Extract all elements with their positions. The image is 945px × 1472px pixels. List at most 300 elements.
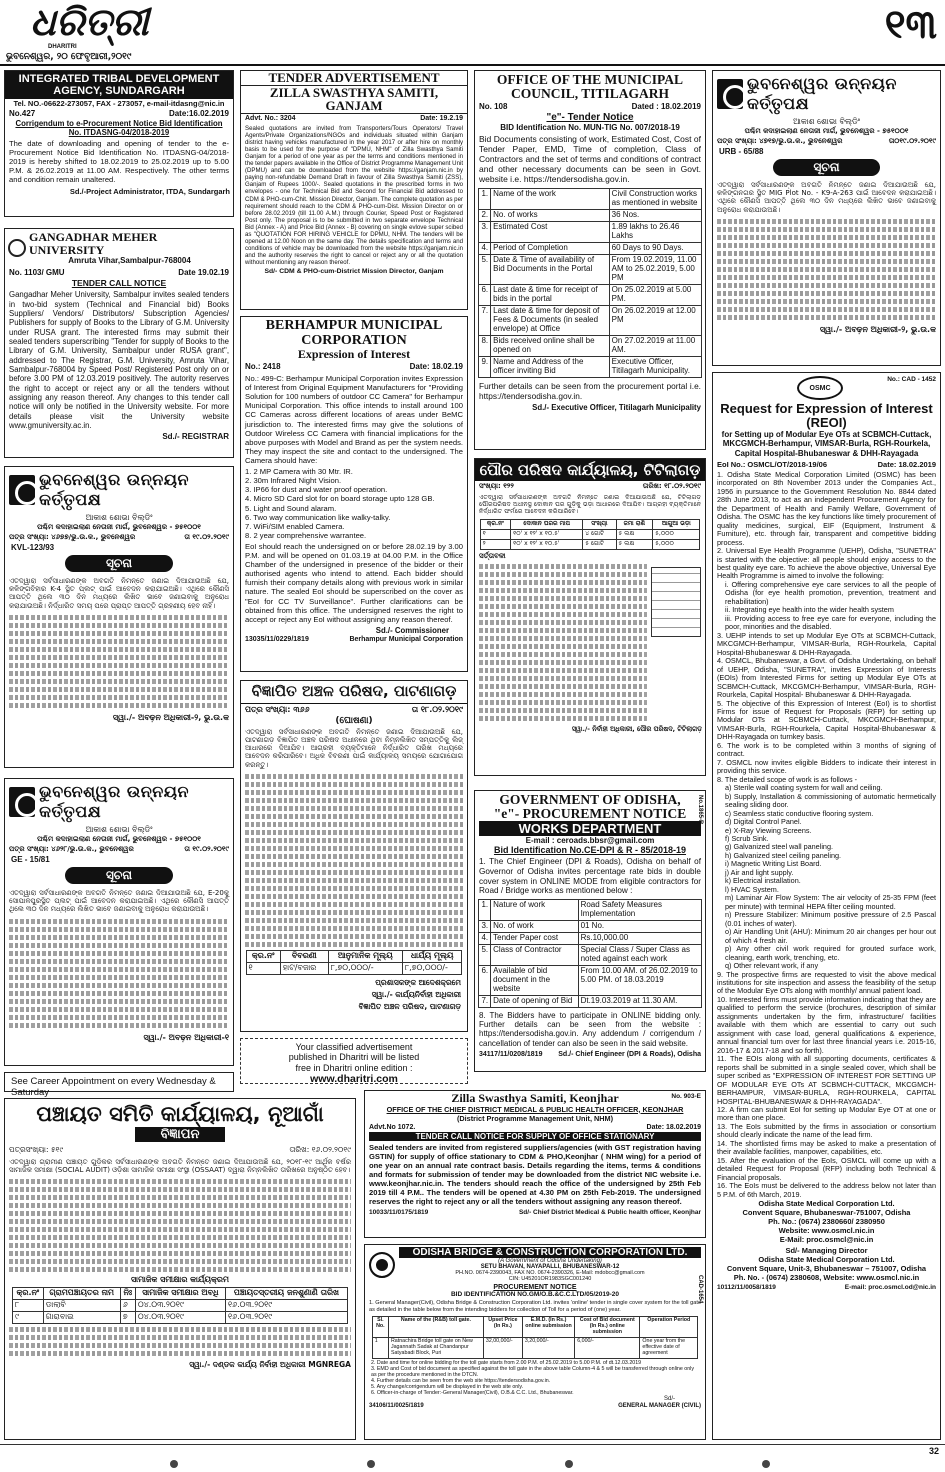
classified-line3: free in Dharitri online edition :	[295, 1062, 413, 1073]
bmc-subtitle: Expression of Interest	[297, 347, 411, 362]
bmc-no: No.: 2418	[245, 361, 281, 371]
osmc-addr1: Odisha State Medical Corporation Ltd.	[758, 1199, 895, 1209]
cell: On 26.02.2019 at 12.00 PM	[609, 305, 701, 335]
list-item: 2. Universal Eye Health Programme (UEHP), Odisha, "SUNETRA" is started with the objective: all people should enjoy access to the best quality eye care. To achieve the above objective, Universal Eye Health Programme is aimed to involve the following:	[717, 546, 936, 581]
bda-notice-3	[712, 70, 941, 366]
osmc-addr2: Convent Square, Bhubaneswar-751007, Odisha	[742, 1208, 911, 1217]
registration-dot	[762, 1460, 770, 1468]
itda-sign: Sd./-Project Administrator, ITDA, Sundargarh	[69, 186, 230, 196]
list-item: 4. Further details can be seen from the web site https://tendersodisha.gov.in.	[371, 1378, 551, 1385]
bda2-date: ତା ୧୯.୦୨.୨୦୧୯	[184, 845, 229, 853]
list-item: 3. EMD and Cost of bid document as specified against the toll gate in the above table Column-4 & 5 will be transferred through online only as per the procedure mentioned in the DTCN.	[371, 1366, 695, 1379]
osmc-sign5: E-mail: proc.osmcl.od@nic.in	[844, 1283, 936, 1291]
cell: Special Class / Super Class as noted against each work	[578, 944, 701, 965]
cell: 4.	[479, 243, 491, 255]
cell: 01 No.	[578, 920, 701, 932]
nac-sign3: ବିଜ୍ଞାପିତ ଅଞ୍ଚଳ ପରିଷଦ, ପାଟଣାଗଡ଼	[358, 1001, 461, 1011]
list-item: d) Digital Control Panel.	[725, 817, 802, 827]
cell: Civil Construction works as mentioned in website	[609, 189, 701, 210]
obcc-code2: 34106/11/0025/1819	[369, 1403, 424, 1410]
bda-logo-icon	[717, 79, 743, 109]
cell: 7.	[479, 305, 491, 335]
bda2-sign: ସ୍ୱା./- ଅବଢ଼ନ ଅଧିକାରୀ-୧	[143, 1032, 229, 1042]
list-item: i) Magnetic Writing List Board.	[725, 859, 822, 869]
logo-subtitle: DHARITRI	[48, 44, 77, 50]
list-item: 2. Date and time for online bidding for the toll gate starts from 2.00 P.M. of 25.02.2019 to 5.00 P.M. of dt.12.03.2019	[371, 1359, 642, 1366]
osmc-eoi-no: EoI No.: OSMCL/OT/2018-19/06	[717, 459, 828, 469]
itda-title: INTEGRATED TRIBAL DEVELOPMENT AGENCY, SUNDARGARH	[5, 71, 233, 99]
table-row	[479, 932, 701, 944]
cell: ୧	[480, 530, 511, 540]
panchayat-table	[12, 1287, 348, 1324]
keonjhar-office: OFFICE OF THE CHIEF DISTRICT MEDICAL & PUBLIC HEALTH OFFICER, KEONJHAR	[386, 1104, 684, 1114]
classified-url[interactable]: www.dharitri.com	[310, 1073, 398, 1086]
osmc-addr4: Website: www.osmcl.nic.in	[778, 1225, 875, 1235]
cell: Date of opening of Bid	[491, 995, 578, 1007]
obcc-sub2: SETU BHAVAN, NAYAPALLI, BHUBANESWAR-12	[480, 1264, 620, 1270]
panchayat-body: ଏତଦ୍ୱାରା ଗ୍ରାମୀଣ ପଞ୍ଚାୟତ ଗୁଡ଼ିକର ସର୍ବସାଧାରଣଙ୍କ ଅବଗତି ନିମନ୍ତେ ଜଣାଇ ଦିଆଯାଉଅଛି ଯେ, ୨୦୧୮-୧୯ ଆର୍ଥିକ ବର୍ଷର ସାମାଜିକ ସମୀକ୍ଷା (SOCIAL AUDIT) ଓଡ଼ିଶା ସାମାଜିକ ସମୀକ୍ଷା ସଂସ୍ଥା (OSSAAT) ଦ୍ୱାରା ନିମ୍ନଲିଖିତ ତାରିଖରେ ଅନୁଷ୍ଠିତ ହେବ।	[9, 1158, 351, 1175]
cell: Bids received online shall be opened on	[491, 335, 610, 356]
list-item: 2. 30m Infrared Night Vision.	[245, 476, 342, 486]
table-row	[479, 255, 701, 285]
titlagarh-date: Dated : 18.02.2019	[631, 102, 701, 112]
obcc-sub1: (A Government of Odisha Undertaking)	[498, 1258, 602, 1264]
list-item: i. Offering comprehensive eye care services to all the people of Odisha (for eye health promotion, prevention, treatment and rehabilitation)	[725, 579, 936, 606]
list-item: 5. The objective of this Expression of Interest (EoI) is to shortlist Firms for issue of Request for Proposals (RFP) for setting up Modular OTs at SCBMCH-Cuttack, MKCGMCH-Berhampur, VIMSAR-Burla, RGH-Rourkela, Capital Hospital-Bhubaneswar & DHH-Rayagada on turnkey basis.	[717, 698, 936, 742]
works-code: No.1865-B	[697, 795, 703, 825]
cell: One year from the effective date of agreement	[640, 1338, 698, 1359]
col: ଆଗୁଆ ଭଡ଼ା	[653, 520, 700, 530]
bmc-sign2: Berhampur Municipal Corporation	[349, 635, 463, 643]
registration-marks	[170, 1460, 770, 1468]
cell: Nature of work	[491, 900, 578, 921]
list-item: f) Scrub Sink.	[725, 834, 769, 843]
cell: 3,20,000/-	[522, 1338, 574, 1359]
list-item: q) Other relevant work, if any	[725, 961, 819, 971]
obcc-table	[372, 1316, 698, 1359]
zss-ganjam-notice	[240, 70, 468, 310]
panchayat-body-continued	[5, 1179, 355, 1272]
works-bid-id: Bid Identification No.CE-DPI & R - 85/2018-19	[493, 845, 687, 856]
obcc-intro: 1. General Manager(Civil), Odisha Bridge & Construction Corporation Ltd. invites 'online' tender in single cover system for the toll gate as detailed in the table below from the intending bidders for collection of Toll for a period of (one) year.	[369, 1300, 701, 1313]
nac-subtitle: (ଘୋଷଣା)	[335, 715, 373, 726]
bda1-code: KVL-123/93	[11, 543, 55, 552]
cell: 5.	[479, 944, 491, 965]
panchayat-date: ତାରିଖ: ୧୬.୦୨.୨୦୧୯	[289, 1145, 351, 1155]
cell: Date & Time of availability of Bid Documents in the Portal	[491, 255, 610, 285]
nac-sign1: ପ୍ରଶାସକଙ୍କ ଆଦେଶକ୍ରମେ	[375, 977, 461, 987]
table-row	[479, 944, 701, 965]
obcc-sub3: PH.NO. 0674-2390043, FAX NO. 0674-2390326, E-Mail: mdobcc@gmail.com	[455, 1270, 645, 1276]
col: କ୍ର.ନଂ	[480, 520, 511, 530]
cell: 1.	[479, 189, 491, 210]
list-item: 9. The prospective firms are requested to visit the above medical institutions for site inspection and assess the feasibility of the setup of the Modular Eye OTs along with monthly/ annual patient load.	[717, 969, 936, 996]
cell: 1.	[479, 900, 491, 921]
list-item: 5. Light and Sound alaram.	[245, 503, 337, 513]
col: Upset Price (In Rs.)	[483, 1317, 522, 1338]
table-row	[13, 1312, 348, 1324]
table-row	[479, 356, 701, 377]
bda2-code: GE - 15/81	[11, 855, 50, 864]
cell: ୭	[120, 1312, 135, 1324]
zss-ganjam-title2: ZILLA SWASTHYA SAMITI, GANJAM	[241, 86, 467, 114]
masthead	[0, 0, 945, 66]
bda1-notice-label: ସୂଚନା	[65, 555, 173, 572]
works-code2: 34117/11/0208/1819	[479, 1051, 543, 1058]
cell: From 19.02.2019, 11.00 AM to 25.02.2019, 5.00 PM	[609, 255, 701, 285]
panchayat-col: ନିଃ	[120, 1288, 135, 1300]
titlagarh-odia-ref: ସଂଖ୍ୟା: ୧୨୨	[479, 482, 514, 490]
cell: Name and Address of the officer inviting Bid	[491, 356, 610, 377]
table-row	[246, 962, 462, 974]
career-note	[4, 1072, 234, 1098]
registration-dot	[565, 1460, 573, 1468]
zss-keonjhar-notice	[364, 1090, 706, 1238]
table-row	[479, 900, 701, 921]
bda3-sign: ସ୍ୱା./- ଅବଢ଼ନ ଅଧିକାରୀ-୨, ଭୁ.ଉ.କ	[819, 324, 936, 334]
bda1-sign: ସ୍ୱା./- ଅବଢ଼ନ ଅଧିକାରୀ-୨, ଭୁ.ଉ.କ	[112, 712, 229, 722]
cell: Period of Completion	[491, 243, 610, 255]
table-row	[480, 530, 700, 540]
list-item: 1. Odisha State Medical Corporation Limited (OSMC) has been incorporated on 8th November 2013 under the Companies Act., 1956 in pursuance to the Government Resolution No. 8844 dated 28th June 2013, to act as an independent Procurement Agency for the Department of Health and Family Welfare, Government of Odisha. The OSMC has the key functions like timely procurement of quality medicines, surgical, EIF (Equipment, Instrument & Furniture), etc. through fair, transparent and competitive bidding process.	[717, 469, 936, 547]
col: E.M.D. (In Rs.) online submission	[522, 1317, 574, 1338]
titlagarh-odia-title: ପୌର ପରିଷଦ କାର୍ଯ୍ୟାଳୟ, ଟିଟିଲାଗଡ଼	[475, 459, 705, 481]
works-table	[478, 899, 701, 1008]
list-item: 4. OSMCL, Bhubaneswar, a Govt. of Odisha Undertaking, on behalf of UEHP, Odisha, "SUNETRA", invites Expression of Interests (EOIs) from Interested Firms for setting up Modular Eye OTs at SCBMCH-Cuttack, MKCGMCH-Berhampur, VIMSAR-Burla, RGH-Rourkela, Capital Hospital- Bhubaneswar & DHH-Rayagada.	[717, 656, 936, 700]
obcc-code: CAD-1654	[697, 1275, 703, 1304]
classified-line1: Your classified advertisement	[295, 1042, 413, 1052]
list-item: 6. Officer-in-charge of Tender:-General Manager(Civil), O.B.& C.C. Ltd., Bhubaneswar.	[371, 1390, 574, 1397]
cell: ୮,୭୦,୦୦୦/-	[402, 962, 462, 974]
registration-dot	[170, 1460, 178, 1468]
bda1-address: ପଶ୍ଚିମ କଦାହାଇଲାଣ ନେତାଜୀ ମାର୍ଗ, ଭୁବନେଶ୍ୱର - ୭୫୧୦୦୧	[37, 523, 201, 531]
masthead-rule	[0, 64, 945, 66]
nac-col: ଆନୁମାନିକ ମୂଲ୍ୟ	[328, 950, 402, 962]
list-item: b) Supply, Installation & commissioning of automatic hermetically sealing sliding door.	[725, 791, 936, 810]
table-row	[479, 335, 701, 356]
list-item: 13. The EoIs submitted by the firms in association or consortium should clearly indicate the name of the lead firm.	[717, 1121, 936, 1140]
table-row	[13, 1300, 348, 1312]
cell: Estimated Cost	[491, 222, 610, 243]
osmc-addr5: E-Mail: proc.osmcl@nic.in	[779, 1234, 874, 1244]
itda-no: No.427	[9, 109, 36, 118]
cell: 6.	[479, 965, 491, 995]
bda1-title: ଭୁବନେଶ୍ୱର ଉନ୍ନୟନ କର୍ତ୍ତୃପକ୍ଷ	[39, 470, 189, 509]
cell: 9.	[479, 356, 491, 377]
obcc-logo-icon	[369, 1252, 395, 1278]
nac-col: ଧାର୍ଯ୍ୟ ମୂଲ୍ୟ	[402, 950, 462, 962]
list-item: o) Air Handling Unit (AHU): Minimum 20 air changes per hour out of which 4 fresh air.	[725, 927, 936, 945]
obcc-heading: PROCUREMENT NOTICE	[493, 1284, 577, 1291]
keonjhar-advt: Advt.No 1072.	[369, 1123, 416, 1131]
keonjhar-date: Date: 18.02.2019	[646, 1123, 701, 1131]
bda2-title: ଭୁବନେଶ୍ୱର ଉନ୍ନୟନ କର୍ତ୍ତୃପକ୍ଷ	[39, 782, 189, 821]
bda3-ref: ପତ୍ର ସଂଖ୍ୟା: ୪୭୧୭/ଭୁ.ଉ.କ., ଭୁବନେଶ୍ୱର	[717, 137, 843, 145]
list-item: 11. The EOIs along with all supporting documents, certificates & reports shall be submitted in a single sealed cover, which shall be super scribed as "EXPRESSION OF INTEREST FOR SETTING UP OF MODULAR EYE OTs AT SCBMCH-CUTTACK, MKCGMCH-BERHAMPUR, VIMSAR-BURLA, RGH-ROURKELA, CAPITAL HOSPITAL-BHUBANESWAR & DHH-RAYAGADA".	[717, 1054, 936, 1106]
list-item: 8. 2 year comprehensive warrantee.	[245, 530, 367, 540]
table-row	[479, 243, 701, 255]
titlagarh-sign: Sd./- Executive Officer, Titilagarh Municipality	[532, 403, 701, 413]
nac-col: ବିବରଣୀ	[280, 950, 328, 962]
titlagarh-title: OFFICE OF THE MUNICIPAL COUNCIL, TITILAGARH	[496, 72, 684, 102]
bda3-notice-label: ସୂଚନା	[773, 159, 880, 176]
keonjhar-title: Zilla Swasthya Samiti, Keonjhar	[451, 1091, 619, 1105]
cell: From 10.00 AM. of 26.02.2019 to 5.00 PM. of 18.03.2019	[578, 965, 701, 995]
cell: 1.89 lakhs to 26.46 Lakhs	[609, 222, 701, 243]
list-item: 6. Two way communication like walky-talky.	[245, 512, 391, 522]
bda1-ref: ପତ୍ର ସଂଖ୍ୟା: ୪୬୭୭/ଭୁ.ଉ.କ., ଭୁବନେଶ୍ୱର	[9, 533, 136, 541]
list-item: 3. IP66 for dust and water proof operation.	[245, 485, 388, 495]
osmc-points	[713, 470, 940, 1200]
list-item: g) Galvanized steel wall paneling.	[725, 842, 834, 852]
bmc-title: BERHAMPUR MUNICIPAL CORPORATION	[265, 318, 443, 348]
table-row	[479, 920, 701, 932]
cell: ୫ ଲକ୍ଷ	[616, 539, 653, 549]
gmu-notice	[4, 228, 234, 458]
titlagarh-odia-body: ଏତଦ୍ୱାରା ସର୍ବସାଧାରଣଙ୍କ ଅବଗତି ନିମନ୍ତେ ଜଣାଇ ଦିଆଯାଉଅଛି ଯେ, ଟିଟିଲାଗଡ଼ ପୌରପରିଷଦ ଅଧୀନସ୍ଥ ଦୋକାନ ଘର ଗୁଡ଼ିକୁ ଭଡ଼ା ଆଧାରରେ ଦିଆଯିବ। ଆଗ୍ରହୀ ବ୍ୟକ୍ତିମାନେ ନିର୍ଦ୍ଧାରିତ ଫର୍ମରେ ଆବେଦନ କରିପାରିବେ।	[479, 494, 701, 516]
bda2-notice-label: ସୂଚନା	[65, 867, 173, 884]
zss-ganjam-no: Advt. No.: 3204	[245, 114, 296, 122]
bda2-body: ଏତଦ୍ୱାରା ସର୍ବସାଧାରଣଙ୍କ ଅବଗତି ନିମନ୍ତେ ଜଣାଇ ଦିଆଯାଉଅଛି ଯେ, E-20କୁ ସୋପାଳପୁରସ୍ଥିତ ପ୍ଲଟ୍ ପାଇଁ ଆବେଦନ କରାଯାଇଅଛି। ଏଥିରେ କୌଣସି ଆପତ୍ତି ଥିଲେ ୩୦ ଦିନ ମଧ୍ୟରେ ଲିଖିତ ଭାବେ ଜଣାଇବାକୁ ଅନୁରୋଧ କରାଯାଉଅଛି।	[9, 889, 229, 914]
cell: ୯	[13, 1312, 44, 1324]
table-row	[479, 189, 701, 210]
nac-sign2: ସ୍ୱା./- କାର୍ଯ୍ୟନିର୍ବାହୀ ଅଧିକାରୀ	[371, 989, 461, 999]
list-item: 5. Any change/corrigendum will be displayed in the web site only.	[371, 1384, 524, 1391]
bmc-spec-list	[241, 467, 467, 540]
cell: 5.	[479, 255, 491, 285]
classified-line2: published in Dharitri will be listed	[288, 1052, 420, 1063]
obcc-notice	[364, 1244, 706, 1440]
obcc-sign2: GENERAL MANAGER (CIVIL)	[618, 1403, 701, 1410]
zss-ganjam-title1: TENDER ADVERTISEMENT	[241, 71, 467, 86]
osmc-notice	[712, 372, 941, 1440]
table-row	[479, 305, 701, 335]
cell: ଡାଲାବି	[43, 1300, 120, 1312]
titlagarh-table	[478, 188, 701, 377]
bda2-address: ପଶ୍ଚିମ କଦାହାଇଲାଣ ନେତାଜୀ ମାର୍ଗ, ଭୁବନେଶ୍ୱର - ୭୫୧୦୦୧	[37, 835, 201, 843]
obcc-notes	[365, 1360, 705, 1396]
list-item: 12. A firm can submit EoI for setting up Modular Eye OT at one or more than one place.	[717, 1105, 936, 1123]
bda-logo-icon	[9, 475, 35, 505]
cell: Name of the work	[491, 189, 610, 210]
bmc-body: No.: 499-C: Berhampur Municipal Corporation invites Expression of Interest from Original Equipment Manufacturers for "Providing Solution for 100 numbers of outdoor CC Camera" for Berhampur Municipal Corporation. This office intends to install around 100 CC Cameras across different locations of areas under BeMC jurisdiction to. The interested firms may give the solutions of Outdoor Wireless CC Camera with financial implications for the above purposes with Model and Brand as per the system needs. They may inspect the site and contact to the undersigned. The Camera should have:	[245, 373, 463, 465]
list-item: 8. The detailed scope of work is as follows -	[717, 774, 858, 784]
bda3-address: ପଶ୍ଚିମ କଦାହାଇଲାଣ ନେତାଜୀ ମାର୍ଗ, ଭୁବନେଶ୍ୱର - ୭୫୧୦୦୧	[744, 127, 909, 135]
list-item: ii. Integrating eye health into the wider health system	[725, 605, 894, 615]
cell: ୧	[246, 962, 280, 974]
panchayat-notice	[4, 1098, 356, 1440]
cell: Road Safety Measures Implementation	[578, 900, 701, 921]
nac-patnagarh-notice	[240, 680, 468, 1032]
table-row	[479, 965, 701, 995]
table-row	[479, 210, 701, 222]
bda1-date: ତା ୧୯.୦୨.୨୦୧୯	[184, 533, 229, 541]
footer-page-number: 32	[928, 1446, 939, 1456]
cell: 3.	[479, 222, 491, 243]
col: Sl. No.	[372, 1317, 388, 1338]
gmu-sign: Sd./- REGISTRAR	[162, 432, 229, 442]
works-dept-notice	[474, 790, 706, 1072]
edition-date: ଭୁବନେଶ୍ୱର, ୨୦ ଫେବୃଆରୀ,୨୦୧୯	[6, 52, 132, 62]
table-row	[480, 539, 700, 549]
bmc-sign1: Sd./- Commissioner	[375, 625, 449, 635]
nac-title: ବିଜ୍ଞାପିତ ଅଞ୍ଚଳ ପରିଷଦ, ପାଟଣାଗଡ଼	[241, 681, 467, 704]
bmc-date: Date: 18.02.19	[409, 361, 463, 371]
cell: On 27.02.2019 at 11.00 AM.	[609, 335, 701, 356]
bmc-notice	[240, 316, 468, 672]
cell: 2.	[479, 210, 491, 222]
nac-date: ତା ୧୮.୦୨.୨୦୧୯	[411, 704, 463, 714]
cell: ୨	[480, 539, 511, 549]
cell: ୪ ଗୋଟି	[583, 530, 616, 540]
keonjhar-code: 10033/11/0175/1819	[369, 1209, 429, 1217]
cell: ୧୦' x ୧୨' x ୧୦.୫'	[511, 539, 583, 549]
gmu-body: Gangadhar Meher University, Sambalpur invites sealed tenders in two-bid system (Technical and Financial bid) Books Suppliers/ Vendors/ Distributors/ Subscription Agencies/ Publishers for supply of Books to the Library of G.M. University under RUSA grant. The interested firms may submit their sealed tenders superscribing "Tender for supply of Books to the Library of G.M. University, Sambalpur under RUSA grant", addressed to The Registrar, G.M. University, Amruta Vihar, Sambalpur-768004 by Speed Post/ Registered Post only on or before 3.00 PM of 12.03.2019 positively. The autority reserves the right to accept or reject any or all the tenders without assigning any reason thereof. Any changes to this tender call notice will only be notified in the University website. For more details please visit the University website www.gmuniversity.ac.in.	[9, 290, 229, 430]
titlagarh-odia-table	[480, 519, 701, 549]
bda2-ref: ପତ୍ର ସଂଖ୍ୟା: ୪୬୨୮/ଭୁ.ଉ.କ., ଭୁବନେଶ୍ୱର	[9, 845, 134, 853]
table-row	[479, 995, 701, 1007]
list-item: a) Sterile wall coating system for wall and ceiling.	[725, 783, 883, 793]
cell: Tender Paper cost	[491, 932, 578, 944]
cell: Last date & time for deposit of Fees & Documents (in sealed envelope) at Office	[491, 305, 610, 335]
table-row	[479, 222, 701, 243]
nac-table	[246, 950, 463, 975]
bda-notice-1	[4, 466, 234, 768]
obcc-title: ODISHA BRIDGE & CONSTRUCTION CORPORATION LTD.	[399, 1247, 701, 1258]
list-item: 7. OSMCL now invites eligible Bidders to indicate their interest in providing this service.	[717, 757, 936, 776]
cell: Available of bid document in the website	[491, 965, 578, 995]
col: ଜମା ରାଶି	[616, 520, 653, 530]
osmc-logo-text: OSMC	[809, 384, 831, 392]
table-row	[479, 285, 701, 306]
classified-note	[240, 1038, 468, 1084]
list-item: 14. The shortlisted firms may be asked to make a presentation of their available facilities, manpower, capabilities, etc.	[717, 1138, 936, 1157]
bda3-title: ଭୁବନେଶ୍ୱର ଉନ୍ନୟନ କର୍ତ୍ତୃପକ୍ଷ	[747, 74, 897, 113]
titlagarh-intro: Bid Documents consisting of work, Estimated Cost, Cost of Tender Paper, EMD, Time of completion, Class of Contractors and the set of terms and conditions of contract and other necessary documents can be seen in Govt. website i.e. https://tendersodisha.gov.in.	[479, 134, 701, 185]
titlagarh-odia-date: ତାରିଖ: ୧୮.୦୨.୨୦୧୯	[642, 482, 701, 490]
osmc-logo	[797, 376, 843, 400]
itda-subject: Corrigendum to e-Procurement Notice Bid Identification No. ITDASNG-04/2018-2019	[15, 119, 223, 137]
list-item: n) Pressure Stabilizer: Minimum positive pressure of 2.5 Pascal (0.01 inches of water).	[725, 910, 936, 928]
itda-date: Date:16.02.2019	[168, 109, 229, 118]
itda-body: The date of downloading and opening of tender to the e-Procurement Notice Bid Identification No. ITDASNG-04/2018-2019 is hereby shifted to 18.02.2019 to 25.02.2019 up to 5.00 P.M. & 26.02.2019 at 11.00 AM. Respectively. The other terms and condition remain unaltered.	[9, 139, 229, 185]
list-item: e) X-Ray Viewing Screens.	[725, 825, 812, 835]
keonjhar-heading: TENDER CALL NOTICE FOR SUPPLY OF OFFICE STATIONARY	[369, 1132, 701, 1141]
osmc-title: Request for Expression of Interest (REOI)	[720, 401, 933, 430]
works-title2: "e"- PROCUREMENT NOTICE	[493, 806, 687, 822]
site-plan-diagram	[651, 567, 701, 637]
list-item: c) Seamless static conductive flooring system.	[725, 808, 874, 818]
cell: ୧୬.୦୩.୨୦୧୯	[225, 1312, 347, 1324]
osmc-addr3: Ph. No.: (0674) 2380660/ 2380950	[768, 1216, 885, 1226]
cell: On 25.02.2019 at 5.00 PM.	[609, 285, 701, 306]
cell: Ratnachira Bridge toll gate on New Jagannath Sadak at Chandanpur Satyabadi Block, Puri	[388, 1338, 483, 1359]
works-sign: Sd./- Chief Engineer (DPI & Roads), Odisha	[558, 1051, 701, 1058]
cell: Last date & time for receipt of bids in the portal	[491, 285, 610, 306]
cell: 3.	[479, 920, 491, 932]
col: Name of the (R&B) toll gate.	[388, 1317, 483, 1338]
works-title3: WORKS DEPARTMENT	[479, 821, 701, 836]
itda-notice	[4, 70, 234, 217]
titlagarh-odia-notice	[474, 458, 706, 776]
bda3-code: URB - 65/88	[719, 147, 764, 156]
panchayat-col: ସାମାଜିକ ସମୀକ୍ଷାର ଅବଧି	[135, 1288, 225, 1300]
cell: ୫,୦୦୦	[653, 539, 700, 549]
titlagarh-odia-conditions-text	[475, 561, 651, 724]
list-item: 7. WiFi/SIM enabled Camera.	[245, 521, 345, 531]
bda3-body-continued	[713, 219, 940, 320]
list-item: h) Galvanized steel ceiling paneling.	[725, 850, 842, 860]
panchayat-title: ପଞ୍ଚାୟତ ସମିତି କାର୍ଯ୍ୟାଳୟ, ନୂଆଗାଁ	[36, 1102, 324, 1126]
titlagarh-odia-sign: ସ୍ୱା./- ନିର୍ବାହୀ ଅଧିକାରୀ, ପୌର ପରିଷଦ, ଟିଟିଲାଗଡ଼	[571, 724, 702, 733]
titlagarh-notice	[474, 70, 706, 450]
cell: 36 Nos.	[609, 210, 701, 222]
bda1-body-continued	[5, 615, 233, 708]
panchayat-col: ପଞ୍ଚାୟତସ୍ତରୀୟ ଜନଶୁଣାଣି ତାରିଖ	[225, 1288, 347, 1300]
university-seal-icon	[8, 239, 26, 257]
gmu-no: No. 1103/ GMU	[9, 268, 65, 278]
works-body: 8. The Bidders have to participate in ONLINE bidding only. Further details can be seen from the website : https://tendersodisha.gov.in. Any addendum / corrigendum / cancellation of tender can also be seen in the said website.	[479, 1010, 701, 1048]
osmc-date: Date: 18.02.2019	[877, 459, 936, 469]
gmu-date: Date 19.02.19	[178, 268, 229, 278]
bda2-subtitle: ଆକାଶ ଶୋଭା ବିଲ୍ଡିଂ	[85, 825, 153, 834]
list-item: p) Any other civil work required for grouted surface work, cleaning, earth work, trenching, etc.	[725, 944, 936, 962]
osmc-no: No.: CAD - 1452	[887, 376, 936, 383]
cell: ୧୦' x ୧୨' x ୧୦.୫'	[511, 530, 583, 540]
panchayat-footer-text	[5, 1327, 355, 1356]
cell: Rs.10,000.00	[578, 932, 701, 944]
cell: ୦୪.୦୩.୨୦୧୯	[135, 1312, 225, 1324]
nac-body: ଏତଦ୍ୱାରା ସର୍ବସାଧାରଣଙ୍କ ଅବଗତି ନିମନ୍ତେ ଜଣାଇ ଦିଆଯାଉଅଛି ଯେ, ପାଟଣାଗଡ଼ ବିଜ୍ଞାପିତ ଅଞ୍ଚଳ ପରିଷଦ ଅଧୀନରେ ଥିବା ନିମ୍ନଲିଖିତ ସମ୍ପତ୍ତିକୁ ଲିଜ୍ ଆଧାରରେ ଦିଆଯିବ। ଆଗ୍ରହୀ ବ୍ୟକ୍ତିମାନେ ନିର୍ଦ୍ଧାରିତ ତାରିଖ ମଧ୍ୟରେ ଆବେଦନ କରିପାରିବେ। ଅଧିକ ବିବରଣୀ ପାଇଁ କାର୍ଯ୍ୟାଳୟ ସମୟରେ ଯୋଗାଯୋଗ କରନ୍ତୁ।	[245, 727, 463, 769]
bda-notice-2	[4, 778, 234, 1066]
cell: 8.	[479, 335, 491, 356]
osmc-sign4: Ph. No. - (0674) 2380608, Website: www.osmcl.nic.in	[733, 1272, 920, 1282]
col: ସଂଖ୍ୟା	[583, 520, 616, 530]
osmc-code: 10112/11/0058/1819	[717, 1283, 776, 1291]
nac-ref: ପତ୍ର ସଂଖ୍ୟା: ୩୬୬	[245, 704, 310, 714]
panchayat-ref: ପତ୍ରସଂଖ୍ୟା: ୫୧୯	[9, 1145, 64, 1155]
panchayat-sign: ସ୍ୱା./- ଦଣ୍ଡକ କାର୍ଯ୍ୟ ନିର୍ବାହୀ ଅଧିକାରୀ MGNREGA	[189, 1360, 351, 1370]
list-item: k) Electrical installation.	[725, 876, 801, 886]
cell: 6,000/-	[575, 1338, 640, 1359]
zss-ganjam-sign: Sd/- CDM & PHO-cum-District Mission Director, Ganjam	[264, 268, 444, 276]
obcc-sub4: CIN: U45201OR1983SGC001240	[508, 1276, 592, 1282]
bda3-date: ତା୦୧୯.୦୨.୨୦୧୯	[888, 137, 936, 145]
cell: ୧୬.୦୩.୨୦୧୯	[225, 1300, 347, 1312]
bmc-code: 13035/11/0229/1819	[245, 635, 309, 643]
list-item: 4. Micro SD Card slot for on board storage upto 128 GB.	[245, 494, 435, 504]
list-item: 6. The work is to be completed within 3 months of signing of contract.	[717, 740, 936, 759]
cell: ୬	[120, 1300, 135, 1312]
list-item: 1. 2 MP Camera with 30 Mtr. IR.	[245, 467, 353, 477]
titlagarh-bid-id: BID Identification No. MUN-TIG No. 007/2018-19	[500, 123, 680, 133]
osmc-sign2: Odisha State Medical Corporation Ltd.	[758, 1255, 895, 1265]
bda-logo-icon	[9, 787, 35, 817]
titlagarh-odia-conditions: ସର୍ତ୍ତାବଳୀ	[479, 551, 506, 560]
cell: ୫,୦୦୦	[653, 530, 700, 540]
zss-ganjam-date: Date: 19.2.19	[420, 114, 463, 122]
cell: ୫ ଗୋଟି	[583, 539, 616, 549]
bmc-body2: EoI should reach the undersigned on or before 28.02.19 by 3.00 P.M. and will be opened on 01.03.19 at 04.00 P.M. in the Office Chamber of the undersigned in presence of the bidder or their authorised agents who intend to attend. Each bidder should furnish their company details along with previous work in similar nature. The sealed EoI should be superscribed on the cover as "EoI for CC TV Surveillance". Further clarifications can be obtained from this office. The undersigned reserves the right to accept or reject any EoI without assigning any reason thereof.	[245, 541, 463, 624]
keonjhar-no: No. 903-E	[671, 1093, 701, 1100]
cell: No. of works	[491, 210, 610, 222]
gmu-subtitle: Amruta Vihar,Sambalpur-768004	[68, 256, 191, 266]
titlagarh-no: No. 108	[479, 102, 508, 112]
zss-ganjam-body: Sealed quotations are invited from Transporters/Tours Operators/ Travel Agents/Private Organizations/NGOs and individuals situated within Ganjam district having vehicles manufactured in the year 2017 or after hire on monthly basis to be used for the purpose of "DPMU, NHM" of Zilla Swasthya Samiti Ganjam for a period of one year as per the terms and conditions mentioned in the tender papers available in the Office of District Programme Management Unit (DPMU) and can be downloaded from the website https://ganjam.nic.in by paying non-refundable Demand Draft in favour of Zilla Swasthya Samiti (ZSS), Ganjam of Rupees 1000/-. Sealed quotations in the prescribed forms in two envelopes - one for Technical Bid and Second for Financial Bid addressed to CDM & PHO-cum-Chit. Mission Director, Ganjam. The complete quotation as per requirement should reach to the CDM & PHO-cum-Dist. Mission Director on or before 28.02.2019 (till 11.00 A.M.) through Courier, Speed Post or Registered Post only. The proposal is to be submitted in two separate envelope Technical Bid (Annex - A) and Price Bid (Annex - B) covering on single evlove super scibed as "QUOTATION FOR HIRING VEHICLE for DPMU, NHM. The tenders will be opened at 12.00 Noon on the same day. The details specification and terms and conditions of vehicle may be downloaded from the website https://ganjam.nic.in and the authority reserves the right to cancel or reject any or all the quotation without mentioning any reason thereof.	[245, 124, 464, 267]
newspaper-logo: ଧରିତ୍ରୀ	[30, 0, 149, 44]
obcc-sign1: Sd/-	[663, 1396, 675, 1403]
obcc-bid-id: BID IDENTIFICATION NO.GM/O.B.&C.C.LTD/05/2019-20	[450, 1291, 620, 1298]
